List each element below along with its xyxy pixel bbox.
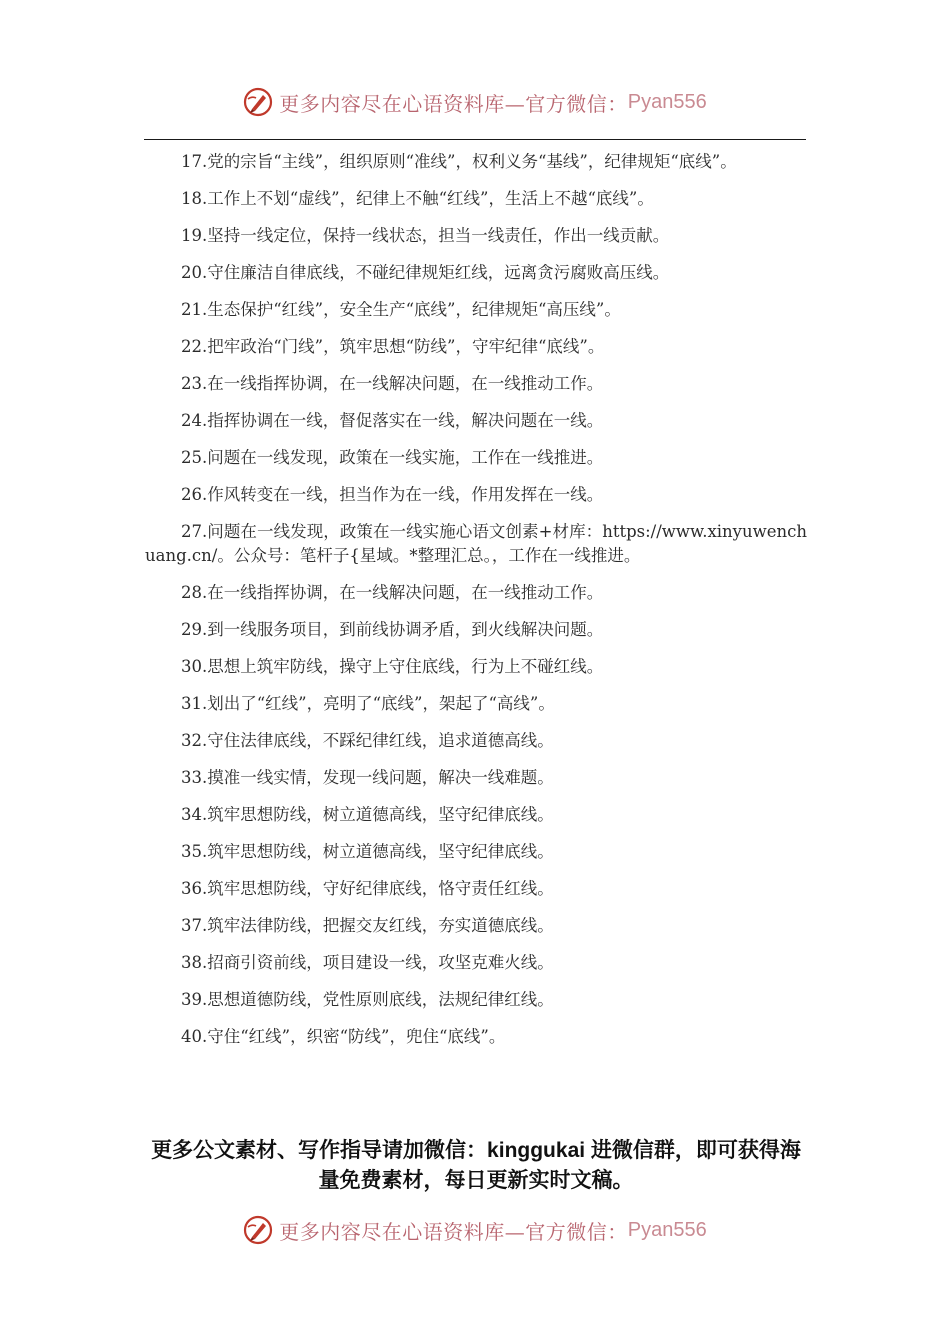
list-item: 28.在一线指挥协调，在一线解决问题，在一线推动工作。: [181, 583, 604, 602]
pen-nib-logo-icon: [243, 1215, 273, 1245]
list-item: 24.指挥协调在一线，督促落实在一线，解决问题在一线。: [181, 411, 604, 430]
header-banner: [0, 82, 950, 122]
list-item: 38.招商引资前线，项目建设一线，攻坚克难火线。: [181, 953, 554, 972]
pen-nib-logo-icon: [243, 87, 273, 117]
footer-banner-wechat-id: Pyan556: [627, 1218, 707, 1241]
list-item: 25.问题在一线发现，政策在一线实施，工作在一线推进。: [181, 448, 604, 467]
list-item: 31.划出了“红线”，亮明了“底线”，架起了“高线”。: [181, 694, 555, 713]
list-item: 27.问题在一线发现，政策在一线实施心语文创素+材库：https://www.xinyuwenchuang.cn/。公众号：笔杆子{星域。*整理汇总。，工作在一线推进。: [145, 522, 807, 565]
list-item: 34.筑牢思想防线，树立道德高线，坚守纪律底线。: [181, 805, 554, 824]
list-item: 37.筑牢法律防线，把握交友红线，夯实道德底线。: [181, 916, 554, 935]
list-item: 18.工作上不划“虚线”，纪律上不触“红线”，生活上不越“底线”。: [181, 189, 654, 208]
list-item: 21.生态保护“红线”，安全生产“底线”，纪律规矩“高压线”。: [181, 300, 621, 319]
header-banner-text: 更多内容尽在心语资料库—官方微信：: [279, 91, 628, 116]
list-item: 19.坚持一线定位，保持一线状态，担当一线责任，作出一线贡献。: [181, 226, 670, 245]
list-item: 35.筑牢思想防线，树立道德高线，坚守纪律底线。: [181, 842, 554, 861]
list-item: 36.筑牢思想防线，守好纪律底线，恪守责任红线。: [181, 879, 554, 898]
list-item: 33.摸准一线实情，发现一线问题，解决一线难题。: [181, 768, 554, 787]
footer-banner: [0, 1210, 950, 1250]
list-item: 26.作风转变在一线，担当作为在一线，作用发挥在一线。: [181, 485, 604, 504]
header-banner-wechat-id: Pyan556: [627, 90, 707, 113]
document-body: [145, 150, 807, 1049]
footer-promo-note: 更多公文素材、写作指导请加微信：kinggukai 进微信群，即可获得海量免费素材，每日更新实时文稿。: [151, 1139, 801, 1192]
list-item: 20.守住廉洁自律底线，不碰纪律规矩红线，远离贪污腐败高压线。: [181, 263, 670, 282]
list-item: 17.党的宗旨“主线”，组织原则“准线”，权利义务“基线”，纪律规矩“底线”。: [181, 152, 737, 171]
list-item: 39.思想道德防线，党性原则底线，法规纪律红线。: [181, 990, 554, 1009]
list-item: 29.到一线服务项目，到前线协调矛盾，到火线解决问题。: [181, 620, 604, 639]
list-item: 22.把牢政治“门线”，筑牢思想“防线”，守牢纪律“底线”。: [181, 337, 605, 356]
list-item: 40.守住“红线”，织密“防线”，兜住“底线”。: [181, 1027, 506, 1046]
list-item: 23.在一线指挥协调，在一线解决问题，在一线推动工作。: [181, 374, 604, 393]
list-item: 32.守住法律底线，不踩纪律红线，追求道德高线。: [181, 731, 554, 750]
footer-banner-text: 更多内容尽在心语资料库—官方微信：: [279, 1219, 628, 1244]
list-item: 30.思想上筑牢防线，操守上守住底线，行为上不碰红线。: [181, 657, 604, 676]
header-divider: [144, 139, 806, 140]
